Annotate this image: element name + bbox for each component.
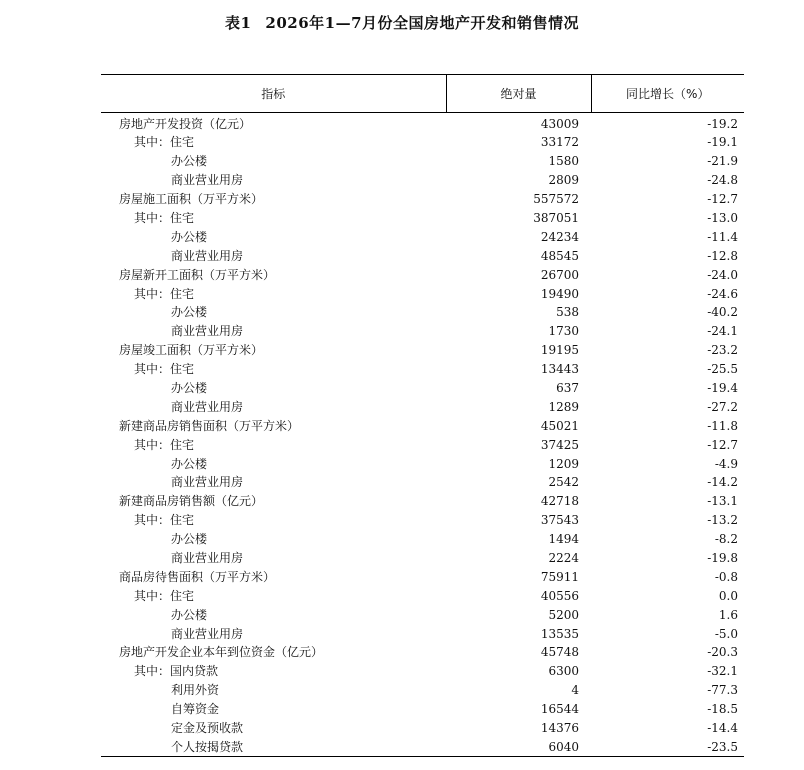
indicator-cell: 其中：住宅: [134, 437, 195, 452]
indicator-cell: 其中：国内贷款: [134, 664, 219, 679]
absolute-value-cell: 538: [556, 305, 579, 320]
indicator-cell: 房屋竣工面积（万平方米）: [119, 343, 264, 358]
yoy-growth-cell: -32.1: [707, 664, 738, 679]
absolute-value-cell: 1209: [548, 456, 579, 471]
indicator-cell: 房地产开发投资（亿元）: [119, 117, 252, 131]
absolute-value-cell: 14376: [540, 721, 579, 736]
statistics-table: [101, 74, 744, 757]
yoy-growth-cell: -19.4: [707, 381, 738, 396]
yoy-growth-cell: -24.1: [707, 324, 738, 339]
yoy-growth-cell: -8.2: [714, 532, 738, 547]
table-row: [101, 190, 744, 209]
table-row: [101, 227, 744, 246]
table-row: [101, 549, 744, 568]
absolute-value-cell: 5200: [548, 607, 579, 622]
absolute-value-cell: 6300: [548, 664, 579, 679]
absolute-value-cell: 42718: [540, 494, 579, 509]
table-row: [101, 624, 744, 643]
indicator-cell: 商业营业用房: [171, 626, 244, 641]
yoy-growth-cell: -24.6: [707, 286, 738, 301]
table-row: [101, 379, 744, 398]
absolute-value-cell: 75911: [540, 569, 579, 584]
table-row: [101, 397, 744, 416]
header-absolute: 绝对量: [446, 75, 591, 113]
table-row: [101, 416, 744, 435]
indicator-cell: 定金及预收款: [171, 721, 244, 736]
absolute-value-cell: 13443: [540, 362, 579, 377]
yoy-growth-cell: -40.2: [707, 305, 738, 320]
yoy-growth-cell: -11.8: [707, 418, 738, 433]
absolute-value-cell: 2809: [548, 173, 579, 188]
table-row: [101, 322, 744, 341]
table-row: [101, 265, 744, 284]
indicator-cell: 办公楼: [171, 154, 208, 169]
absolute-value-cell: 16544: [540, 702, 579, 717]
yoy-growth-cell: 1.6: [718, 607, 738, 622]
yoy-growth-cell: -19.8: [707, 551, 738, 566]
indicator-cell: 商业营业用房: [171, 248, 244, 263]
yoy-growth-cell: -77.3: [707, 683, 738, 698]
indicator-cell: 其中：住宅: [134, 135, 195, 150]
yoy-growth-cell: -23.5: [591, 738, 744, 757]
indicator-cell: 个人按揭贷款: [101, 738, 446, 757]
absolute-value-cell: 40556: [540, 588, 579, 603]
yoy-growth-cell: -24.0: [707, 267, 738, 282]
table-row: [101, 171, 744, 190]
yoy-growth-cell: -24.8: [707, 173, 738, 188]
absolute-value-cell: 637: [556, 381, 579, 396]
indicator-cell: 房地产开发企业本年到位资金（亿元）: [119, 645, 324, 660]
absolute-value-cell: 37543: [540, 513, 579, 528]
table-header-row: [101, 75, 744, 113]
table-row: [101, 454, 744, 473]
indicator-cell: 商品房待售面积（万平方米）: [119, 569, 276, 584]
absolute-value-cell: 43009: [540, 117, 579, 131]
indicator-cell: 商业营业用房: [171, 324, 244, 339]
indicator-cell: 其中：住宅: [134, 211, 195, 225]
absolute-value-cell: 1494: [548, 532, 579, 547]
yoy-growth-cell: -13.1: [707, 494, 738, 509]
table-row: [101, 662, 744, 681]
yoy-growth-cell: -14.2: [707, 475, 738, 490]
indicator-cell: 利用外资: [171, 683, 220, 698]
absolute-value-cell: 557572: [533, 192, 579, 207]
table-row: [101, 303, 744, 322]
indicator-cell: 商业营业用房: [171, 173, 244, 188]
absolute-value-cell: 26700: [540, 267, 579, 282]
yoy-growth-cell: -25.5: [707, 362, 738, 377]
table-row: [101, 209, 744, 228]
table-row: [101, 700, 744, 719]
table-row: [101, 738, 744, 757]
table-row: [101, 360, 744, 379]
absolute-value-cell: 13535: [540, 626, 579, 641]
table-row: [101, 246, 744, 265]
table-row: [101, 284, 744, 303]
table-row: [101, 113, 744, 134]
yoy-growth-cell: -13.2: [707, 513, 738, 528]
indicator-cell: 办公楼: [171, 229, 208, 244]
indicator-cell: 办公楼: [171, 456, 208, 471]
yoy-growth-cell: -5.0: [714, 626, 738, 641]
absolute-value-cell: 33172: [540, 135, 579, 150]
header-yoy: 同比增长（%）: [591, 75, 744, 113]
absolute-value-cell: 37425: [540, 437, 579, 452]
yoy-growth-cell: -11.4: [707, 229, 738, 244]
table-row: [101, 719, 744, 738]
table-row: [101, 473, 744, 492]
table-body: [101, 113, 744, 757]
table-row: [101, 435, 744, 454]
table-row: [101, 530, 744, 549]
table-row: [101, 605, 744, 624]
table-title: [0, 12, 804, 33]
header-indicator: 指标: [101, 75, 446, 113]
indicator-cell: 办公楼: [171, 532, 208, 547]
indicator-cell: 商业营业用房: [171, 399, 244, 414]
table-row: [101, 511, 744, 530]
table-number: 表1: [224, 14, 252, 32]
indicator-cell: 商业营业用房: [171, 475, 244, 490]
table-row: [101, 341, 744, 360]
yoy-growth-cell: -21.9: [707, 154, 738, 169]
table-row: [101, 586, 744, 605]
indicator-cell: 办公楼: [171, 305, 208, 320]
indicator-cell: 办公楼: [171, 381, 208, 396]
indicator-cell: 自筹资金: [171, 702, 220, 717]
yoy-growth-cell: -12.7: [707, 192, 738, 207]
table-row: [101, 152, 744, 171]
absolute-value-cell: 387051: [533, 211, 579, 225]
indicator-cell: 新建商品房销售面积（万平方米）: [119, 418, 300, 433]
table-title-text: 2026年1—7月份全国房地产开发和销售情况: [265, 14, 580, 32]
indicator-cell: 其中：住宅: [134, 513, 195, 528]
yoy-growth-cell: -0.8: [714, 569, 738, 584]
absolute-value-cell: 24234: [540, 229, 579, 244]
indicator-cell: 其中：住宅: [134, 286, 195, 301]
absolute-value-cell: 2542: [548, 475, 579, 490]
yoy-growth-cell: -12.7: [707, 437, 738, 452]
absolute-value-cell: 48545: [540, 248, 579, 263]
yoy-growth-cell: -23.2: [707, 343, 738, 358]
absolute-value-cell: 19195: [540, 343, 579, 358]
table-row: [101, 643, 744, 662]
indicator-cell: 房屋新开工面积（万平方米）: [119, 267, 276, 282]
table-row: [101, 567, 744, 586]
yoy-growth-cell: -27.2: [707, 399, 738, 414]
indicator-cell: 其中：住宅: [134, 588, 195, 603]
absolute-value-cell: 2224: [548, 551, 579, 566]
absolute-value-cell: 1580: [548, 154, 579, 169]
yoy-growth-cell: -13.0: [707, 211, 738, 225]
yoy-growth-cell: -19.2: [707, 117, 738, 131]
indicator-cell: 其中：住宅: [134, 362, 195, 377]
table-row: [101, 492, 744, 511]
indicator-cell: 房屋施工面积（万平方米）: [119, 192, 264, 207]
indicator-cell: 新建商品房销售额（亿元）: [119, 494, 264, 509]
yoy-growth-cell: -14.4: [707, 721, 738, 736]
absolute-value-cell: 6040: [446, 738, 591, 757]
indicator-cell: 办公楼: [171, 607, 208, 622]
yoy-growth-cell: -19.1: [707, 135, 738, 150]
absolute-value-cell: 4: [571, 683, 579, 698]
yoy-growth-cell: 0.0: [718, 588, 738, 603]
absolute-value-cell: 19490: [540, 286, 579, 301]
absolute-value-cell: 1289: [548, 399, 579, 414]
yoy-growth-cell: -4.9: [714, 456, 738, 471]
yoy-growth-cell: -20.3: [707, 645, 738, 660]
absolute-value-cell: 45021: [540, 418, 579, 433]
absolute-value-cell: 45748: [540, 645, 579, 660]
absolute-value-cell: 1730: [548, 324, 579, 339]
yoy-growth-cell: -12.8: [707, 248, 738, 263]
table-row: [101, 681, 744, 700]
indicator-cell: 商业营业用房: [171, 551, 244, 566]
table-row: [101, 133, 744, 152]
yoy-growth-cell: -18.5: [707, 702, 738, 717]
